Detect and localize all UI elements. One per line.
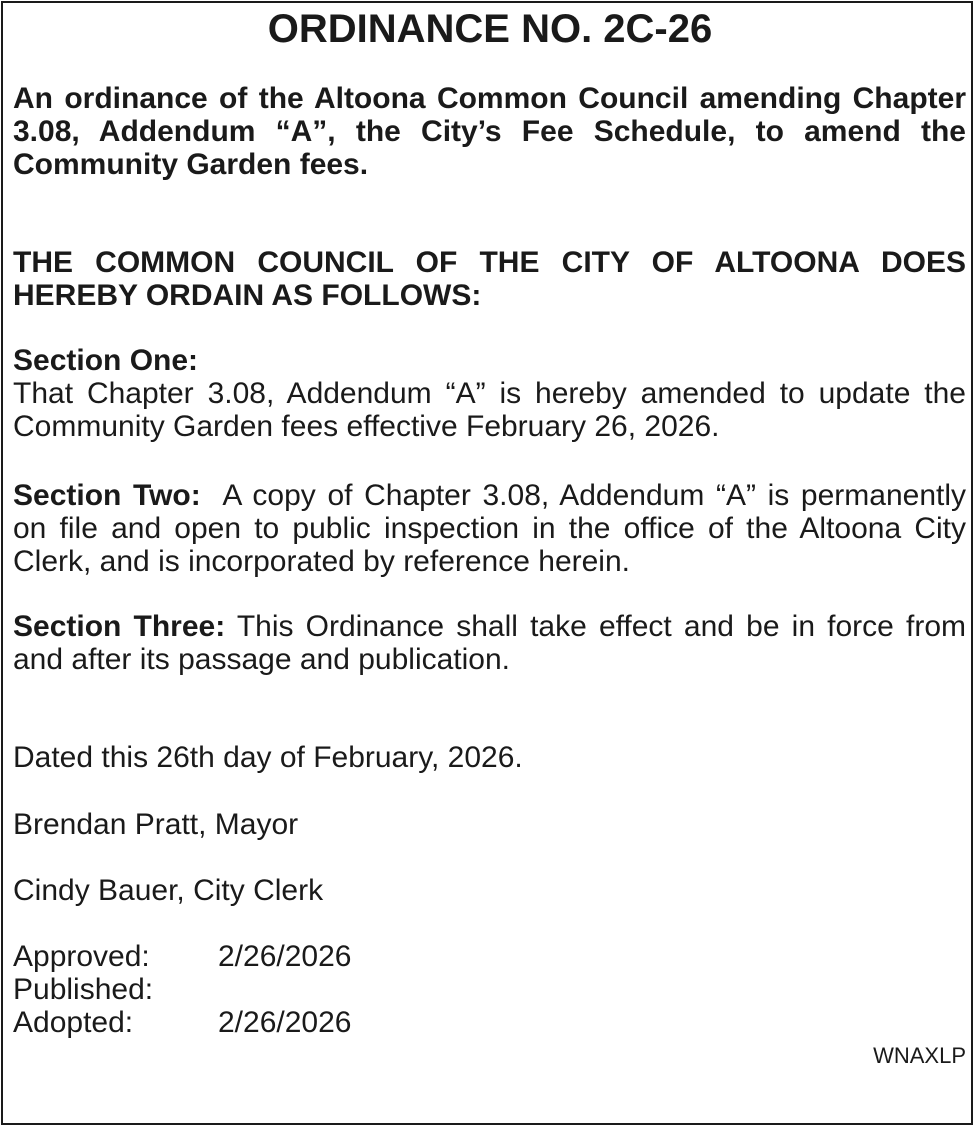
section-two-heading: Section Two: bbox=[13, 479, 201, 512]
section-one-heading: Section One: bbox=[13, 344, 199, 377]
section-three-heading: Section Three: bbox=[13, 610, 226, 643]
ordinance-title: ORDINANCE NO. 2C-26 bbox=[267, 7, 713, 51]
section-three-text: This Ordinance shall take effect and be in force from and after its passage and publication. bbox=[13, 610, 967, 676]
ordain-statement: THE COMMON COUNCIL OF THE CITY OF ALTOONA DOES HEREBY ORDAIN AS FOLLOWS: bbox=[13, 246, 966, 312]
clerk-signature: Cindy Bauer, City Clerk bbox=[13, 874, 324, 907]
dated-line: Dated this 26th day of February, 2026. bbox=[13, 741, 523, 774]
ordinance-intro: An ordinance of the Altoona Common Council amending Chapter 3.08, Addendum “A”, the City’s Fee Schedule, to amend the Community Garden fees. bbox=[13, 82, 966, 181]
mayor-signature: Brendan Pratt, Mayor bbox=[13, 808, 299, 841]
section-one-text: That Chapter 3.08, Addendum “A” is hereby amended to update the Community Garden fees effective February 26, 2026. bbox=[13, 377, 966, 443]
section-three bbox=[13, 610, 966, 676]
section-two-text: A copy of Chapter 3.08, Addendum “A” is permanently on file and open to public inspection in the office of the Altoona City Clerk, and is incorporated by reference herein. bbox=[13, 479, 967, 578]
approved-row bbox=[13, 940, 966, 973]
dates-list bbox=[13, 940, 966, 1039]
published-row bbox=[13, 973, 966, 1006]
section-two bbox=[13, 479, 966, 578]
adopted-value: 2/26/2026 bbox=[218, 1006, 352, 1039]
approved-label: Approved: bbox=[13, 940, 150, 973]
section-one bbox=[13, 344, 966, 443]
publication-code-text: WNAXLP bbox=[873, 1043, 966, 1068]
adopted-row bbox=[13, 1006, 966, 1039]
approved-value: 2/26/2026 bbox=[218, 940, 352, 973]
published-label: Published: bbox=[13, 973, 154, 1006]
adopted-label: Adopted: bbox=[13, 1006, 134, 1039]
publication-code bbox=[873, 1043, 966, 1069]
